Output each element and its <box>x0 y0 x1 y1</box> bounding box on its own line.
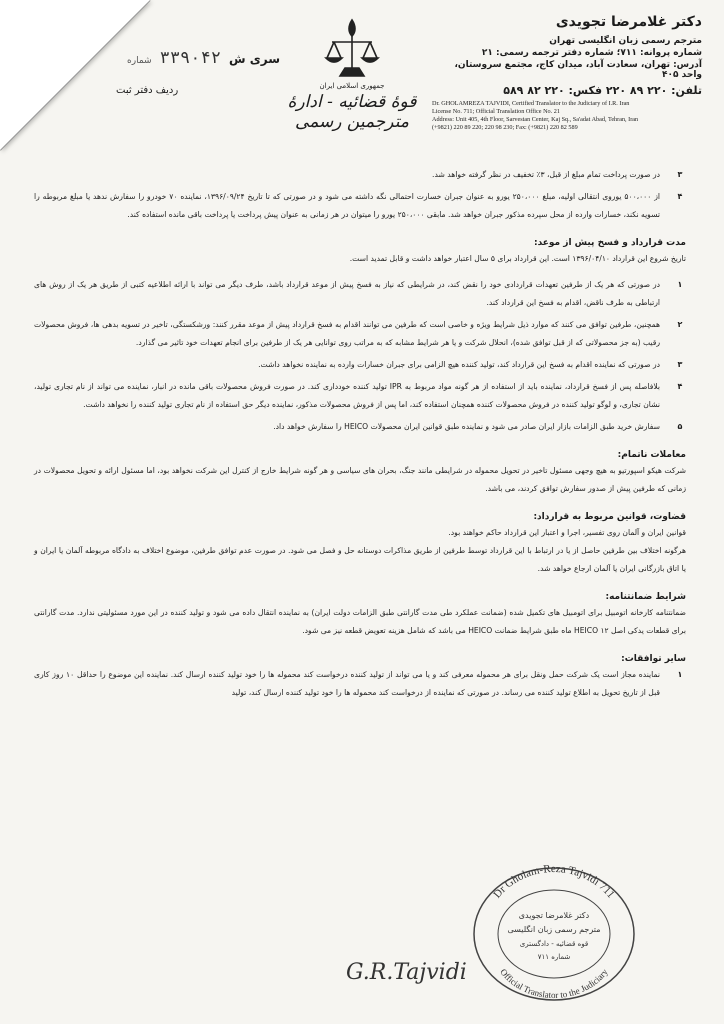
seal-outer-text-top: Dr Gholam-Reza Tajvidi 711 <box>491 862 617 901</box>
translator-title: مترجم رسمی زبان انگلیسی تهران <box>549 36 702 46</box>
item-number: ۴ <box>677 382 683 391</box>
seal-inner-3: قوه قضائیه - دادگستری <box>519 940 589 948</box>
list-item <box>34 666 686 702</box>
registration-block <box>116 48 280 134</box>
en-address: Address: Unit 405, 4th Floor, Sarvestan Center, Kaj Sq., Sa'adat Abad, Tehran, Iran <box>432 116 639 123</box>
term-items <box>34 276 686 436</box>
item-number: ۲ <box>677 320 683 329</box>
item-number: ۳ <box>677 170 683 179</box>
item-number: ۱ <box>677 280 683 289</box>
seal-inner-4: شماره ۷۱۱ <box>537 953 571 961</box>
law-text-1: قوانین ایران و آلمان روی تفسیر، اجرا و اعتبار این قرارداد حاکم خواهند بود. <box>448 528 686 537</box>
list-item <box>34 356 686 374</box>
section-title-other: سایر توافقات: <box>621 654 686 664</box>
en-phone: (+9821) 220 89 220; 220 98 230; Fax: (+9821) 220 82 589 <box>432 124 578 131</box>
list-item <box>34 188 686 224</box>
section-title-term: مدت قرارداد و فسخ پیش از موعد: <box>533 238 686 248</box>
item-text: سفارش خرید طبق الزامات بازار ایران صادر می شود و نماینده طبق قوانین ایران محصولات HEICO را سفارش خواهد داد. <box>273 422 660 431</box>
document-body <box>34 166 686 706</box>
payment-items <box>34 166 686 224</box>
seal-outer-text-bottom: Official Translator to the Judiciary <box>498 966 610 1001</box>
item-number: ۳ <box>677 360 683 369</box>
item-number: ۴ <box>677 192 683 201</box>
en-license: License No. 711; Official Translation Office No. 21 <box>432 108 560 115</box>
number-label: شماره <box>127 56 152 66</box>
item-text: در صورتی که هر یک از طرفین تعهدات قراردادی خود را نقض کند، در شرایطی که نیاز به فسخ پیش از موعد قرارداد باشد، طرف دیگر می تواند با ارائه اطلاعیه کتبی از طریق هر یک از روش های ارتباطی به طرف ناقض، اقدام به فسخ این قرارداد کند. <box>34 280 660 307</box>
list-item <box>34 276 686 312</box>
phone-line: تلفن: ۲۲۰ ۸۹ ۲۲۰ فکس: ۲۲۰ ۸۲ ۵۸۹ <box>503 84 702 97</box>
translator-seal <box>470 862 638 1002</box>
letterhead-english <box>432 100 694 132</box>
license-line: شماره پروانه: ۷۱۱؛ شماره دفتر ترجمه رسمی: ۲۱ <box>481 48 702 58</box>
seal-inner-2: مترجم رسمی زبان انگلیسی <box>507 925 601 934</box>
scales-of-justice-icon <box>322 16 382 82</box>
list-item <box>34 378 686 414</box>
warranty-text: ضمانتنامه کارخانه اتومبیل برای اتومبیل های تکمیل شده (ضمانت عملکرد طی مدت گارانتی طبق الزامات دولت ایران) به نماینده انتقال داده می شود و تولید کننده در این مورد مسئولیتی ندارد. مدت گارانتی برای قطعات یدکی اصل HEICO ۱۲ ماه طبق شرایط ضمانت HEICO می باشد که شامل هزینه تعویض قطعه نیز می شود. <box>34 608 686 635</box>
pending-text: شرکت هیکو اسپورتیو به هیچ وجهی مسئول تاخیر در تحویل محموله در شرایطی مانند جنگ، بحران های سیاسی و هر گونه شرایط خارج از کنترل این شرکت نخواهد بود، اما مسئول ارائه و تحویل محصولات در زمانی که طرفین پیش از صدور سفارش توافق کردند، می باشد. <box>34 466 686 493</box>
item-text: در صورتی که نماینده اقدام به فسخ این قرارداد کند، تولید کننده هیچ الزامی برای جبران خسارات وارده به نماینده نخواهد داشت. <box>258 360 660 369</box>
svg-text:Official Translator to the Jud <box>498 967 610 1000</box>
register-row-label: ردیف دفتر ثبت <box>116 85 179 96</box>
section-title-law: قضاوت، قوانین مربوط به قرارداد: <box>533 512 686 522</box>
law-text-2: هرگونه اختلاف بین طرفین حاصل از یا در ارتباط با این قرارداد توسط طرفین از طریق مذاکرات دوستانه حل و فصل می شود. در صورت عدم توافق طرفین، موضوع اختلاف به دادگاه مربوطه آلمان یا ایران و یا اتاق بازرگانی ایران یا آلمان ارجاع خواهد شد. <box>34 546 686 573</box>
term-intro: تاریخ شروع این قرارداد ۱۳۹۶/۰۴/۱۰ است. این قرارداد برای ۵ سال اعتبار خواهد داشت و قابل تمدید است. <box>349 254 686 263</box>
registration-number: ۳۳۹۰۴۲ <box>159 50 221 69</box>
series-label: سری ش <box>229 52 280 66</box>
item-text: همچنین، طرفین توافق می کنند که موارد ذیل شرایط ویژه و خاصی است که طرفین می توانند اقدام به فسخ قرارداد پیش از موعد مقرر کنند: ورشکستگی، تاخیر در تسویه بدهی ها، فروش محصولات رقیب (به جز محصولاتی که از قبل توافق شده)، انحلال شرکت و یا هر شرایط مشابه که به مراتب روی توانایی هر یک از طرفین برای انجام تعهدات خود تاثیر می گذارد. <box>34 320 660 347</box>
judiciary-emblem <box>262 16 442 146</box>
emblem-caption: جمهوری اسلامی ایران <box>319 82 385 90</box>
letterhead <box>432 14 702 132</box>
en-name: Dr. GHOLAMREZA TAJVIDI, Certified Translator to the Judiciary of I.R. Iran <box>432 100 630 107</box>
signature: G.R.Tajvidi <box>346 960 467 985</box>
item-number: ۵ <box>677 422 683 431</box>
item-text: بلافاصله پس از فسخ قرارداد، نماینده باید از استفاده از هر گونه مواد مربوط به IPR تولید کننده خودداری کند. در صورت فروش محصولات باقی مانده در انبار، نماینده می تواند از نام تجاری تولید، نشان تجاری، و لوگو تولید کننده در فروش محصولات کننده همچنان استفاده کند، اما پس از فروش محصولات مذکور، نماینده دیگر حق استفاده از نام تجاری تولید کننده را نخواهد داشت. <box>34 382 660 409</box>
item-text: نماینده مجاز است یک شرکت حمل ونقل برای هر محموله معرفی کند و یا می تواند از تولید کننده درخواست کند محموله ها را خود تولید کننده ارسال کند. نماینده این موضوع را حداقل ۱۰ روز کاری قبل از تاریخ تحویل به اطلاع تولید کننده می رساند. در صورتی که نماینده از درخواست کند محموله ها را خود تولید کننده ارسال کند، تولید <box>34 670 660 697</box>
list-item <box>34 418 686 436</box>
item-number: ۱ <box>677 670 683 679</box>
svg-text:Dr Gholam-Reza Tajvidi 711 <box>491 863 617 901</box>
department-name: قوهٔ قضائیه - ادارهٔ مترجمین رسمی <box>287 92 417 132</box>
seal-inner-1: دکتر غلامرضا تجویدی <box>518 911 590 920</box>
list-item <box>34 316 686 352</box>
section-title-warranty: شرایط ضمانتنامه: <box>605 592 686 602</box>
item-text: در صورت پرداخت تمام مبلغ از قبل، ۳٪ تخفیف در نظر گرفته خواهد شد. <box>432 170 660 179</box>
section-title-pending: معاملات ناتمام: <box>617 450 686 460</box>
item-text: از ۵۰۰،۰۰۰ یوروی انتقالی اولیه، مبلغ ۲۵۰،۰۰۰ یورو به عنوان جبران خسارت احتمالی نگه داشته می شود و در صورتی که تا تاریخ ۱۳۹۶/۰۹/۲۴، نماینده ۷۰ خودرو را سفارش ندهد یا مبلغ مربوطه را تسویه نکند، خسارات وارده از محل سپرده مذکور جبران خواهد شد. مابقی ۲۵۰،۰۰۰ یورو را میتوان در هر زمانی به عنوان پیش پرداخت یا پرداخت باقی مانده استفاده کند. <box>34 192 661 219</box>
address-line: آدرس: تهران، سعادت آباد، میدان کاج، مجتمع سروستان، واحد ۴۰۵ <box>454 60 702 80</box>
list-item <box>34 166 686 184</box>
translator-name: دکتر غلامرضا تجویدی <box>555 14 702 30</box>
